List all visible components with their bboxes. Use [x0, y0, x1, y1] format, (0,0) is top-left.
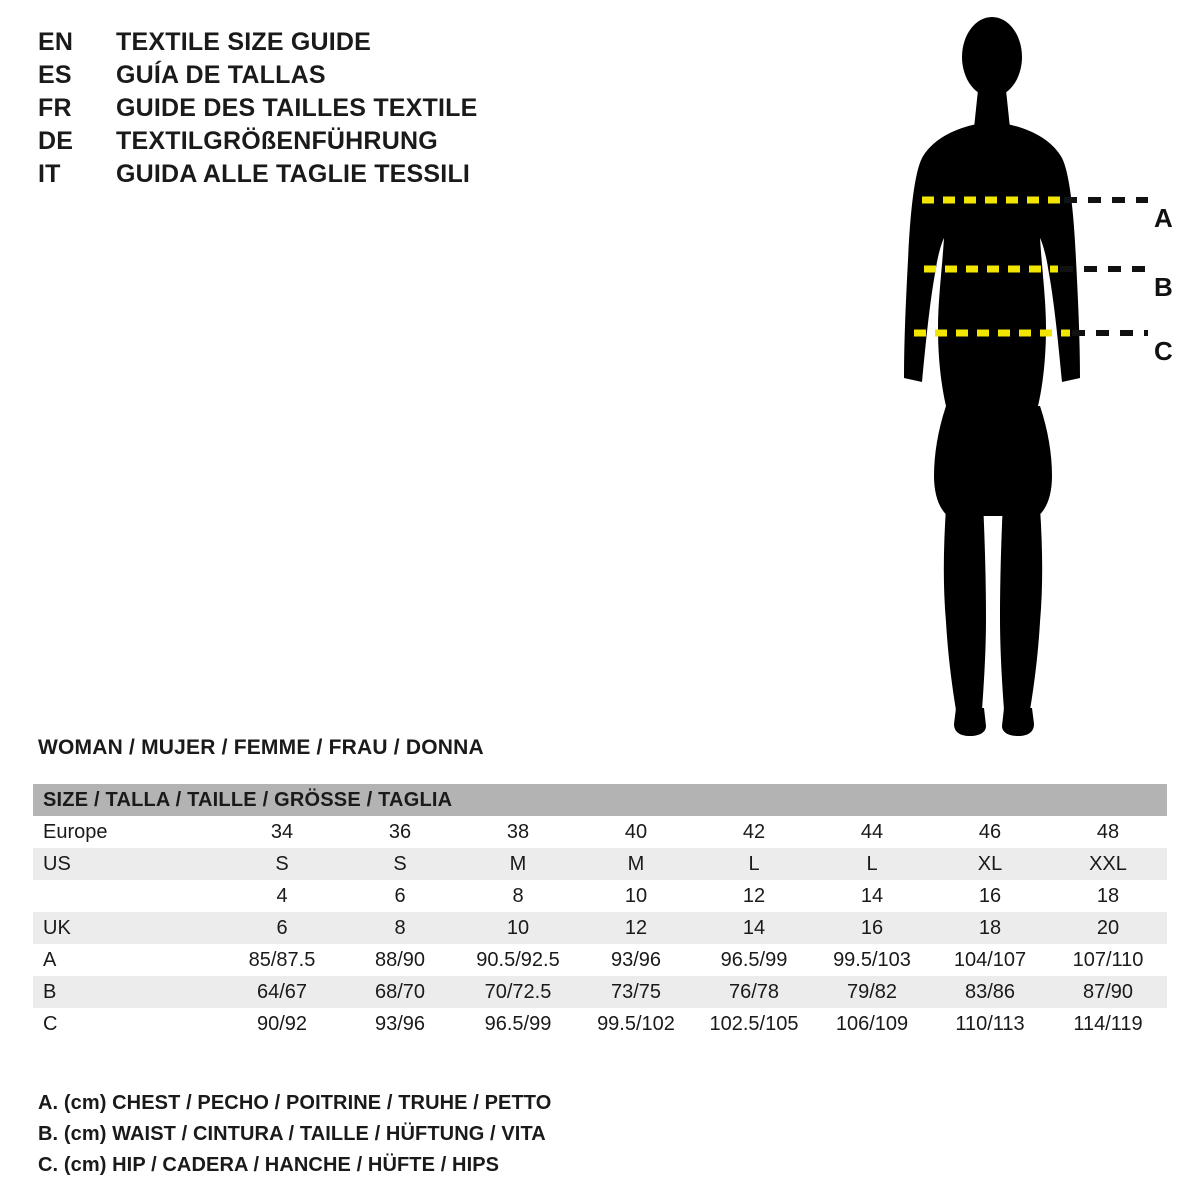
cell: 88/90: [341, 944, 459, 976]
cell: 48: [1049, 816, 1167, 848]
legend-hip: C. (cm) HIP / CADERA / HANCHE / HÜFTE / HIPS: [38, 1154, 500, 1176]
cell: 44: [813, 816, 931, 848]
table-row: [33, 976, 1167, 1008]
size-table: [33, 784, 1167, 1040]
cell: 68/70: [341, 976, 459, 1008]
measure-label-b: B: [1154, 272, 1173, 302]
cell: 90.5/92.5: [459, 944, 577, 976]
cell: 87/90: [1049, 976, 1167, 1008]
measurement-legend: [38, 1088, 938, 1181]
cell: 18: [931, 912, 1049, 944]
cell: 76/78: [695, 976, 813, 1008]
cell: 85/87.5: [223, 944, 341, 976]
cell: 114/119: [1049, 1008, 1167, 1040]
language-row-it: [38, 160, 558, 193]
cell: 14: [695, 912, 813, 944]
table-row: [33, 912, 1167, 944]
cell: 10: [577, 880, 695, 912]
language-code-es: ES: [38, 61, 72, 89]
cell: 64/67: [223, 976, 341, 1008]
cell: 102.5/105: [695, 1008, 813, 1040]
cell: 8: [459, 880, 577, 912]
language-row-de: [38, 127, 558, 160]
language-code-en: EN: [38, 28, 74, 56]
cell: XL: [931, 848, 1049, 880]
cell: 38: [459, 816, 577, 848]
cell: 10: [459, 912, 577, 944]
cell: 73/75: [577, 976, 695, 1008]
language-row-fr: [38, 94, 558, 127]
cell: 20: [1049, 912, 1167, 944]
cell: 36: [341, 816, 459, 848]
table-row: [33, 848, 1167, 880]
cell: 12: [577, 912, 695, 944]
cell: 4: [223, 880, 341, 912]
cell: 42: [695, 816, 813, 848]
language-code-it: IT: [38, 160, 61, 188]
cell: 96.5/99: [695, 944, 813, 976]
language-text-en: TEXTILE SIZE GUIDE: [116, 28, 372, 56]
cell: 16: [813, 912, 931, 944]
cell: L: [813, 848, 931, 880]
cell: 106/109: [813, 1008, 931, 1040]
cell: 40: [577, 816, 695, 848]
measure-label-c: C: [1154, 336, 1173, 366]
row-label-us: US: [33, 848, 223, 880]
legend-chest: A. (cm) CHEST / PECHO / POITRINE / TRUHE / PETTO: [38, 1092, 552, 1114]
section-title-woman: WOMAN / MUJER / FEMME / FRAU / DONNA: [38, 736, 484, 759]
language-code-de: DE: [38, 127, 74, 155]
cell: 96.5/99: [459, 1008, 577, 1040]
table-row: [33, 880, 1167, 912]
language-text-es: GUÍA DE TALLAS: [116, 61, 326, 89]
cell: 107/110: [1049, 944, 1167, 976]
row-label-b: B: [33, 976, 223, 1008]
cell: 12: [695, 880, 813, 912]
cell: 34: [223, 816, 341, 848]
language-row-en: [38, 28, 558, 61]
cell: 8: [341, 912, 459, 944]
table-row: [33, 944, 1167, 976]
legend-waist: B. (cm) WAIST / CINTURA / TAILLE / HÜFTUNG / VITA: [38, 1123, 546, 1145]
cell: 99.5/102: [577, 1008, 695, 1040]
language-row-es: [38, 61, 558, 94]
language-title-list: [38, 28, 558, 193]
cell: S: [341, 848, 459, 880]
cell: 6: [341, 880, 459, 912]
cell: XXL: [1049, 848, 1167, 880]
cell: 79/82: [813, 976, 931, 1008]
cell: 104/107: [931, 944, 1049, 976]
row-label-us-numeric: [33, 880, 223, 912]
table-row: [33, 816, 1167, 848]
cell: 93/96: [341, 1008, 459, 1040]
language-code-fr: FR: [38, 94, 72, 122]
cell: 90/92: [223, 1008, 341, 1040]
cell: 70/72.5: [459, 976, 577, 1008]
cell: 14: [813, 880, 931, 912]
language-text-it: GUIDA ALLE TAGLIE TESSILI: [116, 160, 471, 188]
cell: 6: [223, 912, 341, 944]
female-body-figure: [860, 10, 1190, 750]
cell: M: [459, 848, 577, 880]
table-header-label: SIZE / TALLA / TAILLE / GRÖSSE / TAGLIA: [33, 784, 1167, 816]
row-label-uk: UK: [33, 912, 223, 944]
cell: 46: [931, 816, 1049, 848]
cell: L: [695, 848, 813, 880]
female-silhouette-icon: [860, 10, 1190, 750]
table-row: [33, 1008, 1167, 1040]
cell: 110/113: [931, 1008, 1049, 1040]
cell: 18: [1049, 880, 1167, 912]
cell: 99.5/103: [813, 944, 931, 976]
cell: 93/96: [577, 944, 695, 976]
row-label-c: C: [33, 1008, 223, 1040]
table-header-row: [33, 784, 1167, 816]
row-label-europe: Europe: [33, 816, 223, 848]
row-label-a: A: [33, 944, 223, 976]
language-text-de: TEXTILGRÖßENFÜHRUNG: [116, 127, 438, 155]
language-text-fr: GUIDE DES TAILLES TEXTILE: [116, 94, 478, 122]
measure-label-a: A: [1154, 203, 1173, 233]
cell: M: [577, 848, 695, 880]
cell: S: [223, 848, 341, 880]
cell: 16: [931, 880, 1049, 912]
cell: 83/86: [931, 976, 1049, 1008]
